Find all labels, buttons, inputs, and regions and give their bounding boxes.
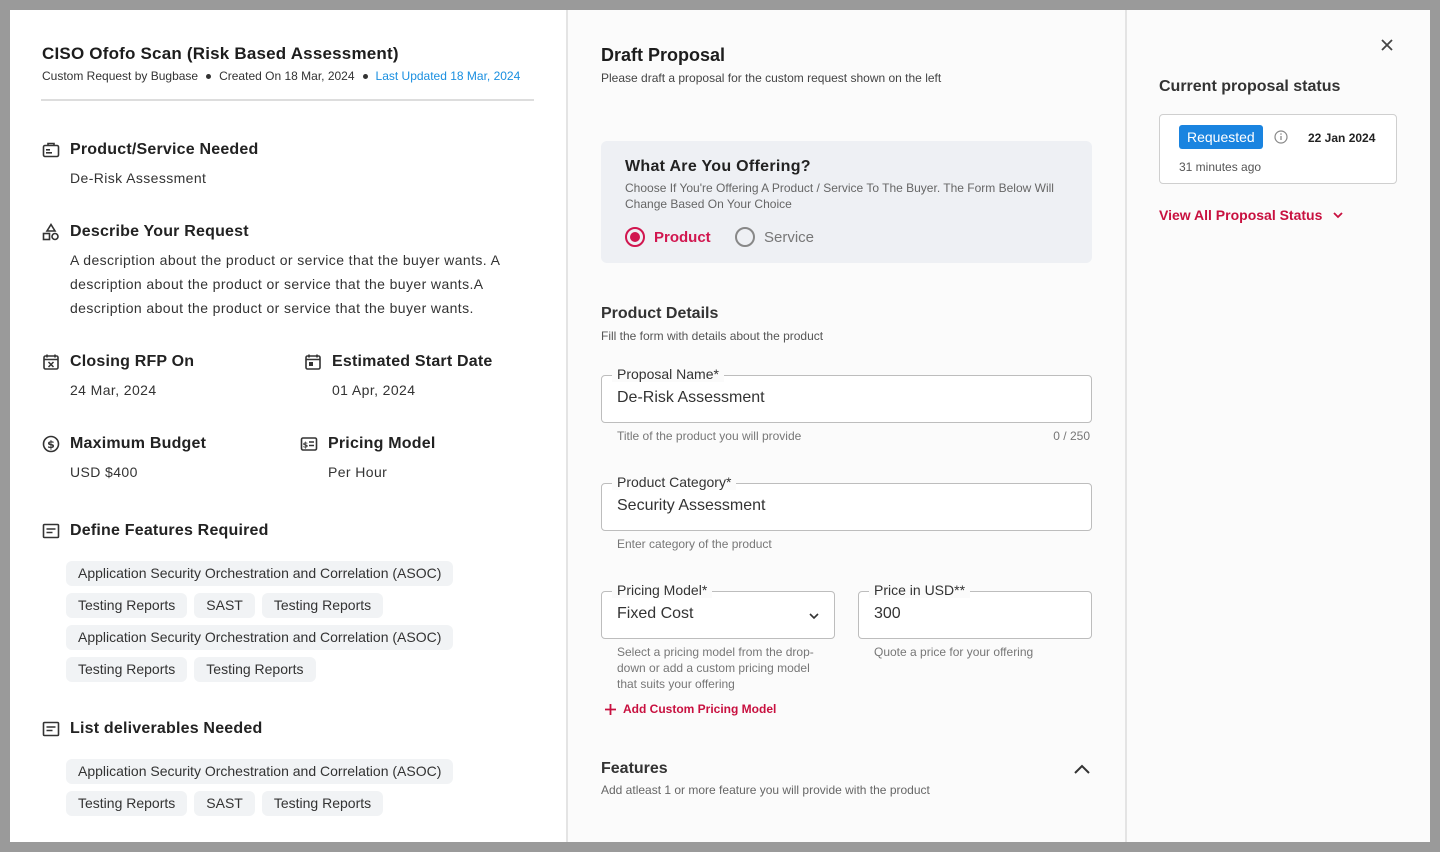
max-budget-value: USD $400 [70, 464, 138, 480]
pricing-model-select-value: Fixed Cost [617, 605, 694, 622]
list-box-icon [42, 522, 60, 540]
calendar-icon [304, 353, 322, 371]
briefcase-icon [42, 141, 60, 159]
svg-text:$: $ [302, 440, 309, 450]
describe-heading [42, 223, 249, 241]
deliverable-chip: Testing Reports [262, 791, 383, 816]
created-on: Created On 18 Mar, 2024 [219, 69, 355, 83]
chevron-up-icon[interactable] [1073, 762, 1091, 776]
deliverables-scroll-area[interactable] [66, 759, 506, 811]
chevron-down-icon [1332, 209, 1344, 221]
request-meta [42, 69, 520, 83]
start-date-value: 01 Apr, 2024 [332, 382, 416, 398]
closing-rfp-value: 24 Mar, 2024 [70, 382, 157, 398]
offering-title: What Are You Offering? [625, 158, 811, 175]
pricing-model-label: Pricing Model [328, 435, 436, 452]
describe-label: Describe Your Request [70, 223, 249, 240]
proposal-name-helper: Title of the product you will provide [617, 429, 802, 443]
max-budget-label: Maximum Budget [70, 435, 207, 452]
svg-text:$: $ [47, 438, 55, 451]
deliverables-label: List deliverables Needed [70, 720, 263, 737]
add-custom-pricing-label: Add Custom Pricing Model [623, 702, 777, 716]
chevron-down-icon [808, 610, 820, 622]
offering-box [601, 141, 1092, 263]
proposal-modal [10, 10, 1430, 842]
features-section-subtitle: Add atleast 1 or more feature you will provide with the product [601, 783, 930, 797]
view-all-status-label: View All Proposal Status [1159, 207, 1323, 223]
start-date-heading [304, 353, 493, 371]
product-category-value: Security Assessment [617, 497, 766, 514]
radio-product[interactable] [625, 227, 711, 247]
product-category-label: Product Category* [612, 474, 736, 490]
calendar-x-icon [42, 353, 60, 371]
describe-text: A description about the product or service that the buyer wants. A description about the product or service that the buyer wants.A description about the product or service that the buyer wants. [70, 252, 500, 316]
product-needed-label: Product/Service Needed [70, 141, 259, 158]
meta-separator [363, 74, 368, 79]
status-badge: Requested [1179, 125, 1263, 149]
feature-chip: Testing Reports [262, 593, 383, 618]
list-box-icon [42, 720, 60, 738]
meta-separator [206, 74, 211, 79]
proposal-name-input[interactable] [601, 366, 1092, 423]
draft-proposal-subtitle: Please draft a proposal for the custom request shown on the left [601, 71, 942, 85]
pricing-model-select[interactable] [601, 582, 835, 639]
add-custom-pricing-button[interactable] [604, 702, 776, 716]
closing-rfp-heading [42, 353, 194, 371]
start-date-label: Estimated Start Date [332, 353, 493, 370]
header-divider [41, 99, 534, 101]
feature-chip: Testing Reports [66, 593, 187, 618]
product-details-title: Product Details [601, 305, 719, 322]
request-title: CISO Ofofo Scan (Risk Based Assessment) [42, 44, 399, 63]
pricing-model-value: Per Hour [328, 464, 388, 480]
proposal-status-panel [1127, 10, 1430, 842]
proposal-name-value: De-Risk Assessment [617, 389, 765, 406]
draft-proposal-title: Draft Proposal [601, 45, 726, 65]
deliverable-chip: SAST [194, 791, 255, 816]
deliverables-chip-list [66, 759, 486, 816]
product-needed-heading [42, 141, 258, 159]
info-icon[interactable] [1274, 130, 1288, 144]
price-label: Price in USD** [869, 582, 970, 598]
deliverable-chip: Application Security Orchestration and Correlation (ASOC) [66, 759, 453, 784]
status-card [1159, 114, 1397, 184]
status-date: 22 Jan 2024 [1308, 131, 1376, 145]
features-label: Define Features Required [70, 522, 269, 539]
last-updated: Last Updated 18 Mar, 2024 [375, 69, 521, 83]
proposal-name-label: Proposal Name* [612, 366, 724, 382]
shapes-icon [42, 223, 60, 241]
price-helper: Quote a price for your offering [874, 645, 1034, 659]
radio-product-label: Product [654, 228, 711, 246]
dollar-circle-icon [42, 435, 60, 453]
feature-chip: Testing Reports [194, 657, 315, 682]
pricing-model-heading [300, 435, 436, 453]
product-details-subtitle: Fill the form with details about the product [601, 329, 824, 343]
price-input[interactable] [858, 582, 1092, 639]
plus-icon [604, 703, 617, 716]
price-tag-icon [300, 435, 318, 453]
closing-rfp-label: Closing RFP On [70, 353, 195, 370]
feature-chip: Application Security Orchestration and Correlation (ASOC) [66, 561, 453, 586]
pricing-model-helper: Select a pricing model from the drop-down or add a custom pricing model that suits your offering [617, 645, 814, 691]
features-section-title: Features [601, 760, 668, 777]
price-value: 300 [874, 605, 901, 622]
radio-checked-icon [625, 227, 645, 247]
features-heading [42, 522, 269, 540]
pricing-model-select-label: Pricing Model* [612, 582, 712, 598]
custom-request-by: Custom Request by Bugbase [42, 69, 199, 83]
product-category-input[interactable] [601, 474, 1092, 531]
radio-unchecked-icon [735, 227, 755, 247]
offering-subtitle: Choose If You're Offering A Product / Service To The Buyer. The Form Below Will Change Based On Your Choice [625, 181, 1054, 211]
deliverables-heading [42, 720, 262, 738]
feature-chip: Testing Reports [66, 657, 187, 682]
request-details-panel [10, 10, 568, 842]
deliverable-chip: Testing Reports [66, 791, 187, 816]
radio-service-label: Service [764, 228, 815, 246]
product-category-helper: Enter category of the product [617, 537, 772, 551]
proposal-name-counter: 0 / 250 [1053, 429, 1090, 443]
status-time-ago: 31 minutes ago [1179, 160, 1262, 174]
view-all-status-button[interactable] [1159, 207, 1344, 223]
radio-service[interactable] [735, 227, 814, 247]
max-budget-heading [42, 435, 206, 453]
current-status-title: Current proposal status [1159, 78, 1341, 95]
feature-chip: Application Security Orchestration and Correlation (ASOC) [66, 625, 453, 650]
features-chip-list [66, 561, 486, 682]
product-needed-value: De-Risk Assessment [70, 170, 207, 186]
close-icon[interactable] [1380, 38, 1394, 52]
feature-chip: SAST [194, 593, 255, 618]
draft-proposal-panel [568, 10, 1127, 842]
